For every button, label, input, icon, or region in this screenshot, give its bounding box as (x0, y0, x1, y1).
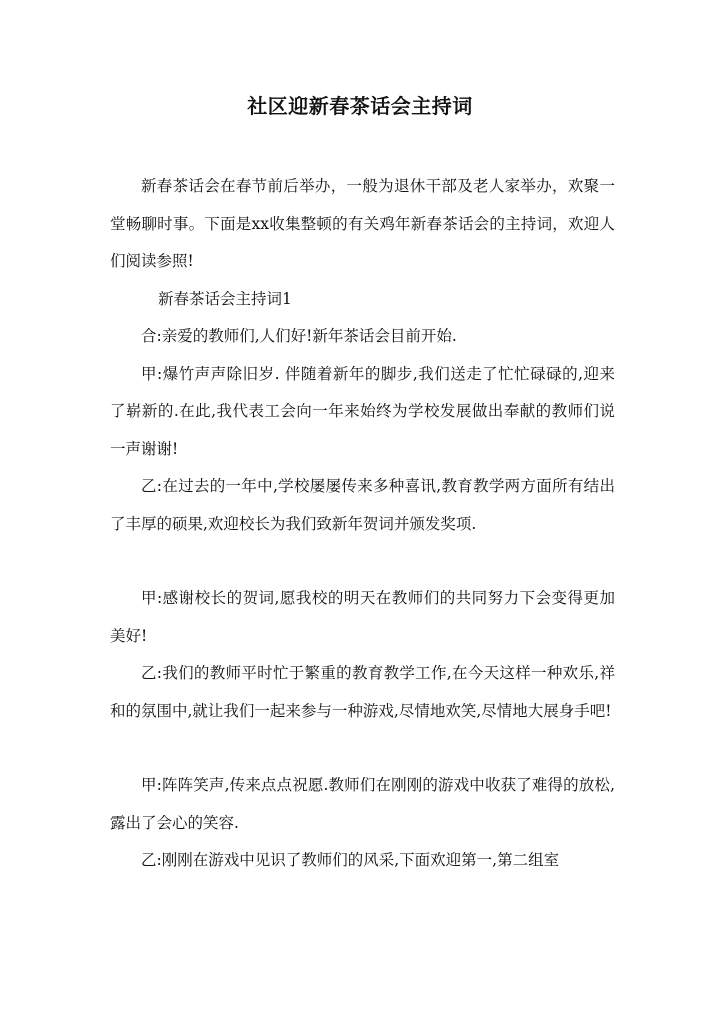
paragraph-jia-3: 甲:阵阵笑声,传来点点祝愿.教师们在刚刚的游戏中收获了难得的放松,露出了会心的笑容. (110, 776, 615, 832)
blank-line (110, 730, 615, 767)
paragraph-jia-2: 甲:感谢校长的贺词,愿我校的明天在教师们的共同努力下会变得更加美好! (110, 589, 615, 645)
paragraph-yi-1: 乙:在过去的一年中,学校屡屡传来多种喜讯,教育教学两方面所有结出了丰厚的硕果,欢迎校长为我们致新年贺词并颁发奖项. (110, 477, 615, 533)
paragraph-yi-3: 乙:刚刚在游戏中见识了教师们的风采,下面欢迎第一,第二组室 (141, 851, 560, 869)
intro-paragraph: 新春茶话会在春节前后举办，一般为退休干部及老人家举办，欢聚一堂畅聊时事。下面是xx收集整顿的有关鸡年新春茶话会的主持词，欢迎人们阅读参照! (110, 177, 615, 270)
paragraph-jia-1: 甲:爆竹声声除旧岁. 伴随着新年的脚步,我们送走了忙忙碌碌的,迎来了崭新的.在此,我代表工会向一年来始终为学校发展做出奉献的教师们说一声谢谢! (110, 364, 615, 458)
paragraph-he: 合:亲爱的教师们,人们好!新年茶话会目前开始. (141, 327, 457, 345)
paragraph-yi-2: 乙:我们的教师平时忙于繁重的教育教学工作,在今天这样一种欢乐,祥和的氛围中,就让我们一起来参与一种游戏,尽情地欢笑,尽情地大展身手吧! (110, 664, 615, 720)
blank-line (110, 543, 615, 580)
section-heading: 新春茶话会主持词1 (158, 289, 292, 308)
document-body (110, 168, 615, 880)
document-title: 社区迎新春茶话会主持词 (247, 94, 473, 118)
